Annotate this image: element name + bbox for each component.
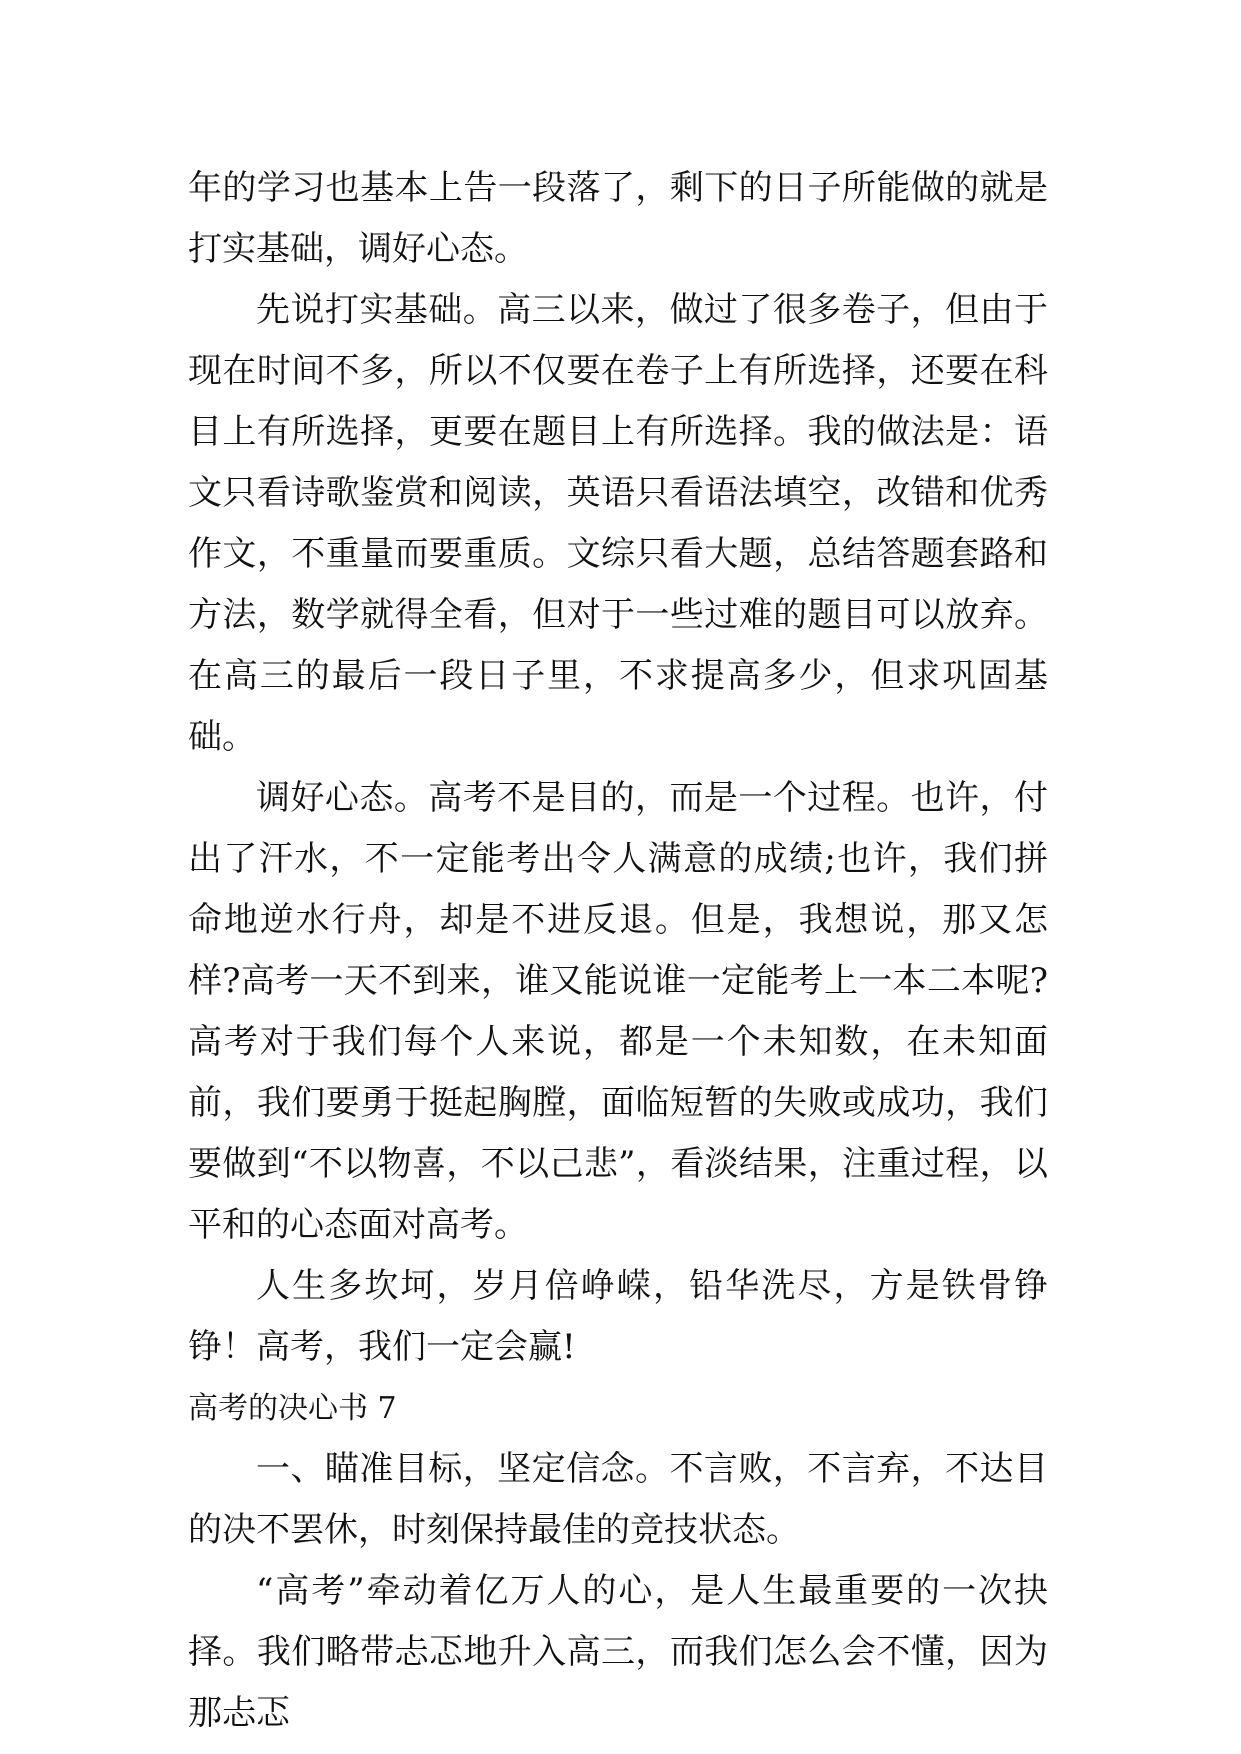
paragraph-aim-target: 一、瞄准目标，坚定信念。不言败，不言弃，不达目的决不罢休，时刻保持最佳的竞技状态。 <box>188 1449 1048 1550</box>
paragraph-continuation: 年的学习也基本上告一段落了，剩下的日子所能做的就是打实基础，调好心态。 <box>188 168 1048 269</box>
section-heading: 高考的决心书 7 <box>188 1391 397 1426</box>
paragraph-good-mindset: 调好心态。高考不是目的，而是一个过程。也许，付出了汗水，不一定能考出令人满意的成绩;也许，我们拼命地逆水行舟，却是不进反退。但是，我想说，那又怎样?高考一天不到来，谁又能说谁一定能考上一本二本呢?高考对于我们每个人来说，都是一个未知数，在未知面前，我们要勇于挺起胸膛，面临短暂的失败或成功，我们要做到“不以物喜，不以己悲”，看淡结果，注重过程，以平和的心态面对高考。 <box>188 778 1048 1245</box>
paragraph-solid-foundation: 先说打实基础。高三以来，做过了很多卷子，但由于现在时间不多，所以不仅要在卷子上有所选择，还要在科目上有所选择，更要在题目上有所选择。我的做法是：语文只看诗歌鉴赏和阅读，英语只看语法填空，改错和优秀作文，不重量而要重质。文综只看大题，总结答题套路和方法，数学就得全看，但对于一些过难的题目可以放弃。在高三的最后一段日子里，不求提高多少，但求巩固基础。 <box>188 290 1048 757</box>
paragraph-closing-slogan: 人生多坎坷，岁月倍峥嵘，铅华洗尽，方是铁骨铮铮！高考，我们一定会赢! <box>188 1266 1048 1367</box>
paragraph-gaokao-intro: “高考”牵动着亿万人的心，是人生最重要的一次抉择。我们略带忐忑地升入高三，而我们怎么会不懂，因为那忐忑 <box>188 1571 1048 1733</box>
document-body <box>188 158 1048 1744</box>
